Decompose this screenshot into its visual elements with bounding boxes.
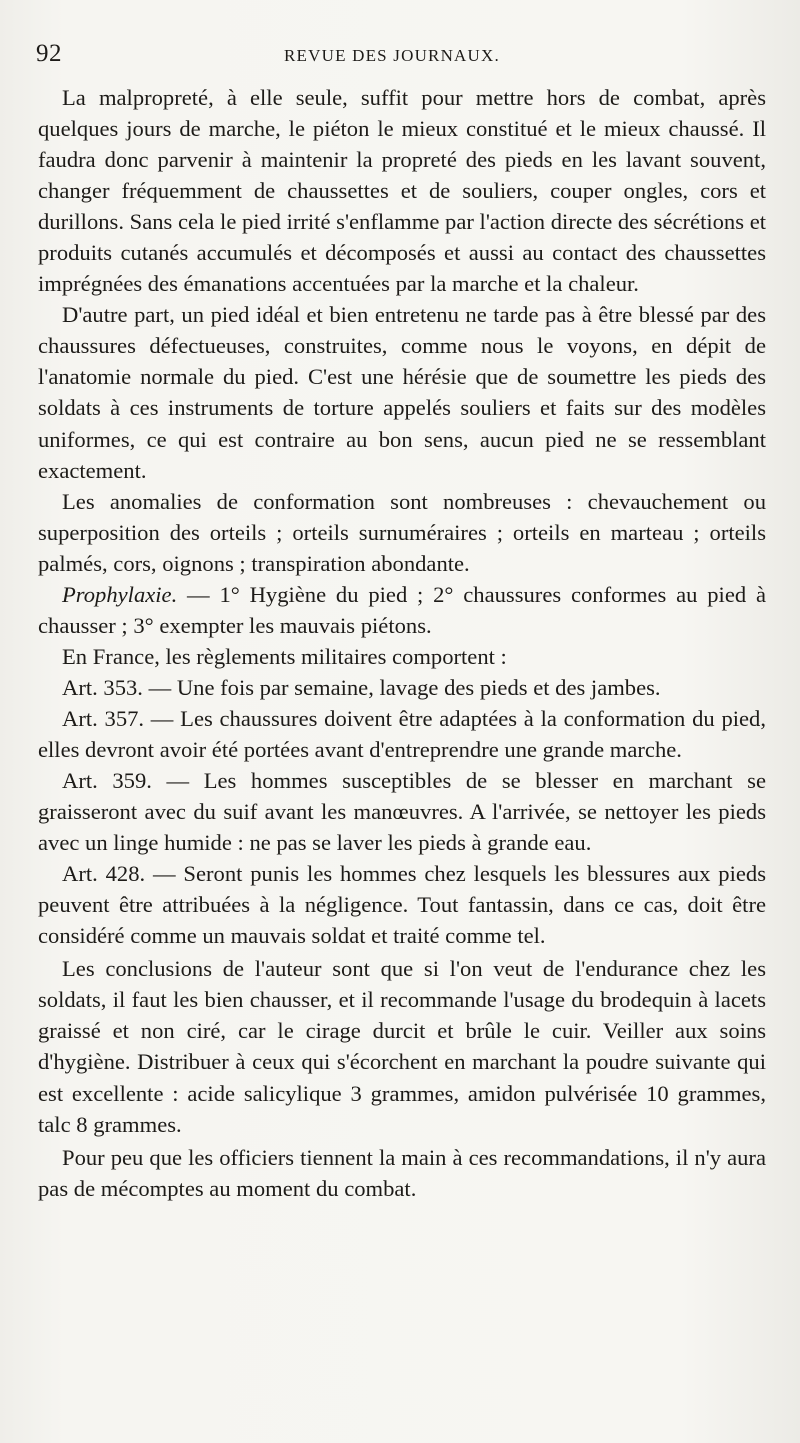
page-number: 92 [36,40,62,67]
running-head: REVUE DES JOURNAUX. [284,46,500,65]
prophylaxis-label: Prophylaxie. [62,581,178,607]
paragraph-art-357: Art. 357. — Les chaussures doivent être adaptées à la conformation du pied, elles devront avoir été portées avant d'entreprendre une grande marche. [38,705,766,762]
paragraph-prophylaxis [38,579,766,641]
paragraph-footwear: D'autre part, un pied idéal et bien entretenu ne tarde pas à être blessé par des chaussures défectueuses, construites, comme nous le voyons, en dépit de l'anatomie normale du pied. C'est une hérésie que de soumettre les pieds des soldats à ces instruments de torture appelés souliers et faits sur des modèles uniformes, ce qui est contraire au bon sens, aucun pied ne se ressemblant exactement. [38,302,766,483]
paragraph-art-428: Art. 428. — Seront punis les hommes chez lesquels les blessures aux pieds peuvent être attribuées à la négligence. Tout fantassin, dans ce cas, doit être considéré comme un mauvais soldat et traité comme tel. [38,861,766,949]
paragraph-art-359: Art. 359. — Les hommes susceptibles de se blesser en marchant se graisseront avec du suif avant les manœuvres. A l'arrivée, se nettoyer les pieds avec un linge humide : ne pas se laver les pieds à grande eau. [38,768,766,856]
paragraph-hygiene: La malpropreté, à elle seule, suffit pour mettre hors de combat, après quelques jours de marche, le piéton le mieux constitué et le mieux chaussé. Il faudra donc parvenir à maintenir la propreté des pieds en les lavant souvent, changer fréquemment de chaussettes et de souliers, couper ongles, cors et durillons. Sans cela le pied irrité s'enflamme par l'action directe des sécrétions et produits cutanés accumulés et décomposés et aussi au contact des chaussettes imprégnées des émanations accentuées par la marche et la chaleur. [38,85,766,297]
paragraph-final: Pour peu que les officiers tiennent la main à ces recommandations, il n'y aura pas de mécomptes au moment du combat. [38,1144,766,1201]
prophylaxis-text: — 1° Hygiène du pied ; 2° chaussures conformes au pied à chausser ; 3° exempter les mauvais piétons. [38,581,766,638]
page-header [36,40,766,76]
paragraph-art-353: Art. 353. — Une fois par semaine, lavage des pieds et des jambes. [62,674,661,700]
article-body [38,82,766,1204]
paragraph-conclusions: Les conclusions de l'auteur sont que si l'on veut de l'endurance chez les soldats, il faut les bien chausser, et il recommande l'usage du brodequin à lacets graissé et non ciré, car le cirage durcit et brûle le cuir. Veiller aux soins d'hygiène. Distribuer à ceux qui s'écorchent en marchant la poudre suivante qui est excellente : acide salicylique 3 grammes, amidon pulvérisée 10 grammes, talc 8 grammes. [38,956,766,1137]
paragraph-anomalies: Les anomalies de conformation sont nombreuses : chevauchement ou superposition des orteils ; orteils surnuméraires ; orteils en marteau ; orteils palmés, cors, oignons ; transpiration abondante. [38,488,766,576]
paragraph-regulations-intro: En France, les règlements militaires comportent : [62,643,507,669]
